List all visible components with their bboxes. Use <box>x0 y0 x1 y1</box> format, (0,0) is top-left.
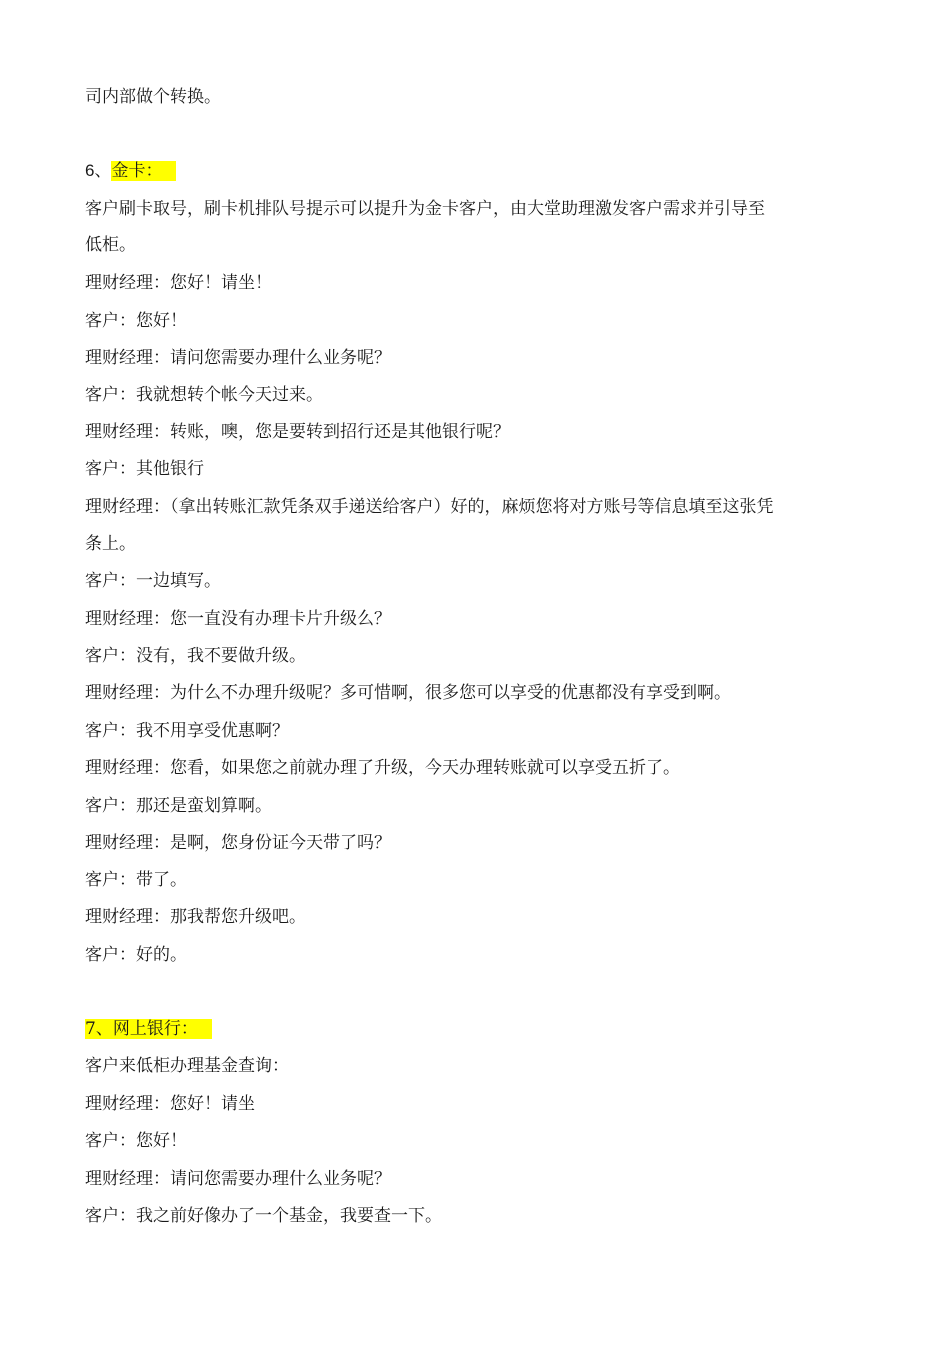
dialogue-line: 理财经理：您一直没有办理卡片升级么？ <box>85 609 391 629</box>
dialogue-line: 理财经理：您好！请坐！ <box>85 273 272 293</box>
dialogue-line: 客户：我就想转个帐今天过来。 <box>85 385 323 405</box>
section-6-heading <box>85 160 176 182</box>
dialogue-line: 客户：好的。 <box>85 945 187 965</box>
dialogue-line: 理财经理：那我帮您升级吧。 <box>85 907 306 927</box>
dialogue-line: 理财经理：您好！请坐 <box>85 1094 255 1114</box>
dialogue-line: 理财经理：您看，如果您之前就办理了升级，今天办理转账就可以享受五折了。 <box>85 758 680 778</box>
dialogue-line: 客户：您好！ <box>85 1131 187 1151</box>
paragraph-continuation: 司内部做个转换。 <box>85 87 221 107</box>
dialogue-line: 客户：我之前好像办了一个基金，我要查一下。 <box>85 1206 442 1226</box>
dialogue-line: 客户：其他银行 <box>85 459 204 479</box>
dialogue-line: 条上。 <box>85 534 136 554</box>
section-6-intro-line-1: 客户刷卡取号，刷卡机排队号提示可以提升为金卡客户，由大堂助理激发客户需求并引导至 <box>85 199 765 219</box>
dialogue-line: 理财经理：请问您需要办理什么业务呢？ <box>85 348 391 368</box>
section-6-number: 6、 <box>85 161 112 180</box>
dialogue-line: 客户：没有，我不要做升级。 <box>85 646 306 666</box>
dialogue-line: 理财经理：（拿出转账汇款凭条双手递送给客户）好的，麻烦您将对方账号等信息填至这张凭 <box>85 497 774 517</box>
dialogue-line: 理财经理：为什么不办理升级呢？多可惜啊，很多您可以享受的优惠都没有享受到啊。 <box>85 683 731 703</box>
section-6-intro-line-2: 低柜。 <box>85 235 136 255</box>
dialogue-line: 客户：您好！ <box>85 311 187 331</box>
dialogue-line: 理财经理：是啊，您身份证今天带了吗？ <box>85 833 391 853</box>
dialogue-line: 客户来低柜办理基金查询： <box>85 1056 289 1076</box>
dialogue-line: 客户：我不用享受优惠啊？ <box>85 721 289 741</box>
dialogue-line: 客户：那还是蛮划算啊。 <box>85 796 272 816</box>
dialogue-line: 客户：带了。 <box>85 870 187 890</box>
dialogue-line: 客户：一边填写。 <box>85 571 221 591</box>
dialogue-line: 理财经理：转账，噢，您是要转到招行还是其他银行呢？ <box>85 422 510 442</box>
dialogue-line: 理财经理：请问您需要办理什么业务呢？ <box>85 1169 391 1189</box>
section-7-title: 7、网上银行： <box>85 1019 212 1039</box>
section-6-title: 金卡： <box>111 161 176 181</box>
section-7-heading <box>85 1018 212 1040</box>
